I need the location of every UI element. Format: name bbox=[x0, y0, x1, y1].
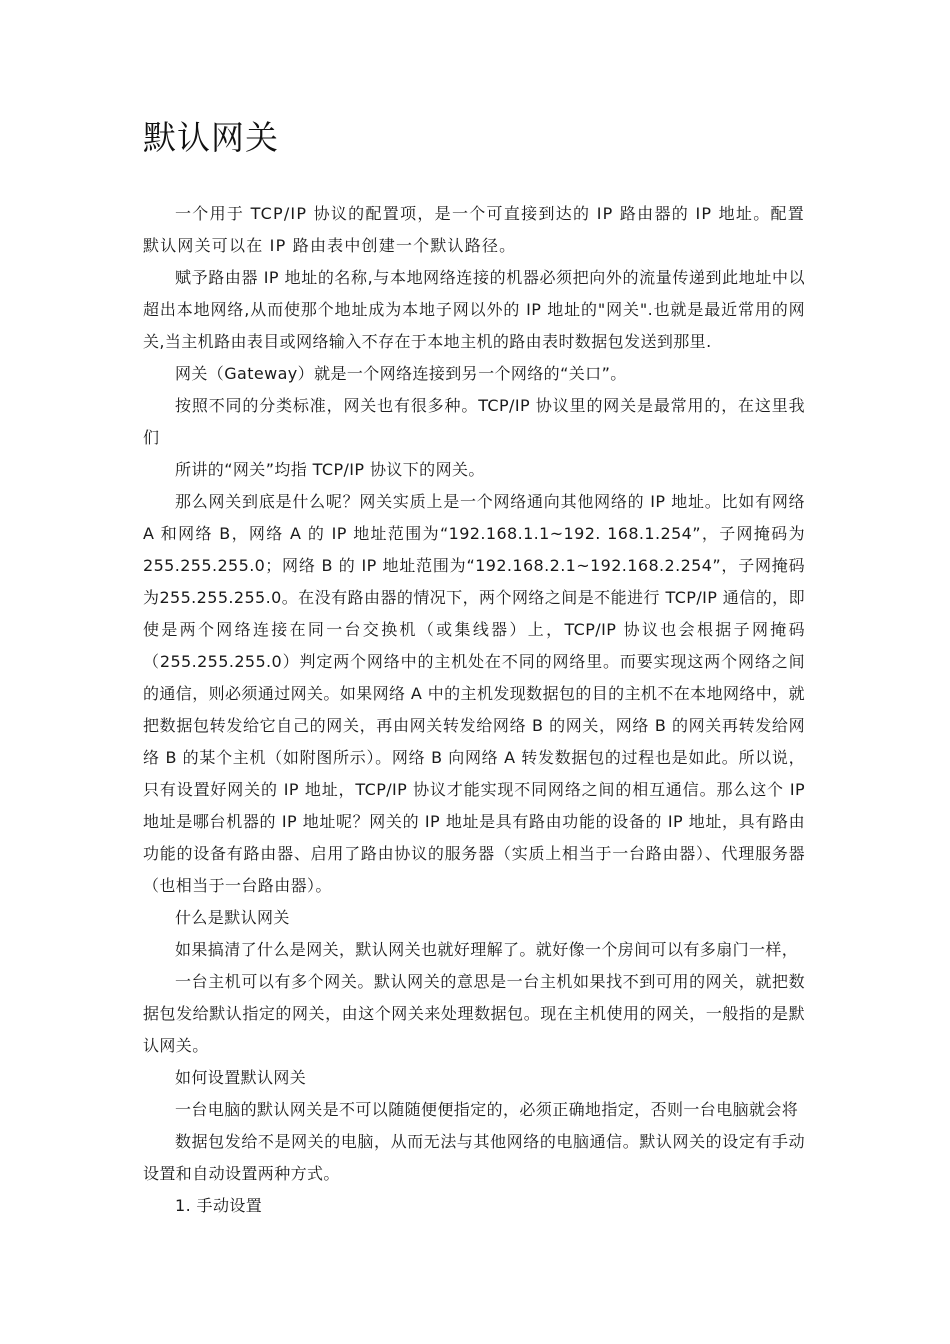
list-item-manual-setting: 1. 手动设置 bbox=[175, 1196, 263, 1215]
paragraph-setting-methods: 数据包发给不是网关的电脑，从而无法与其他网络的电脑通信。默认网关的设定有手动设置和自动设置两种方式。 bbox=[143, 1132, 805, 1183]
paragraph-gateway-explanation: 那么网关到底是什么呢？网关实质上是一个网络通向其他网络的 IP 地址。比如有网络 A 和网络 B，网络 A 的 IP 地址范围为“192.168.1.1~192. 168.1.254”，子网掩码为255.255.255.0；网络 B 的 IP 地址范围为“192.168.2.1~192.168.2.254”，子网掩码为255.255.255.0。在没有路由器的情况下，两个网络之间是不能进行 TCP/IP 通信的，即使是两个网络连接在同一台交换机（或集线器）上，TCP/IP 协议也会根据子网掩码（255.255.255.0）判定两个网络中的主机处在不同的网络里。而要实现这两个网络之间的通信，则必须通过网关。如果网络 A 中的主机发现数据包的目的主机不在本地网络中，就把数据包转发给它自己的网关，再由网关转发给网络 B 的网关，网络 B 的网关再转发给网络 B 的某个主机（如附图所示）。网络 B 向网络 A 转发数据包的过程也是如此。所以说，只有设置好网关的 IP 地址，TCP/IP 协议才能实现不同网络之间的相互通信。那么这个 IP 地址是哪台机器的 IP 地址呢？网关的 IP 地址是具有路由功能的设备的 IP 地址，具有路由功能的设备有路由器、启用了路由协议的服务器（实质上相当于一台路由器）、代理服务器（也相当于一台路由器）。 bbox=[143, 492, 805, 895]
paragraph-gateway-intro: 网关（Gateway）就是一个网络连接到另一个网络的“关口”。 bbox=[175, 364, 627, 383]
paragraph-router-address: 赋予路由器 IP 地址的名称,与本地网络连接的机器必须把向外的流量传递到此地址中以超出本地网络,从而使那个地址成为本地子网以外的 IP 地址的"网关".也就是最近常用的网关,当主机路由表目或网络输入不存在于本地主机的路由表时数据包发送到那里. bbox=[143, 268, 805, 351]
paragraph-gateway-types: 按照不同的分类标准，网关也有很多种。TCP/IP 协议里的网关是最常用的，在这里我们 bbox=[143, 396, 805, 447]
paragraph-default-gateway-meaning: 一台主机可以有多个网关。默认网关的意思是一台主机如果找不到可用的网关，就把数据包发给默认指定的网关，由这个网关来处理数据包。现在主机使用的网关，一般指的是默认网关。 bbox=[143, 972, 805, 1055]
document-body bbox=[143, 198, 805, 1222]
section-heading-what-is-default-gateway: 什么是默认网关 bbox=[175, 908, 290, 927]
paragraph-tcpip-gateway: 所讲的“网关”均指 TCP/IP 协议下的网关。 bbox=[175, 460, 485, 479]
paragraph-setting-warning: 一台电脑的默认网关是不可以随随便便指定的，必须正确地指定，否则一台电脑就会将 bbox=[175, 1100, 799, 1119]
page-title: 默认网关 bbox=[143, 118, 279, 157]
paragraph-definition: 一个用于 TCP/IP 协议的配置项，是一个可直接到达的 IP 路由器的 IP 地址。配置默认网关可以在 IP 路由表中创建一个默认路径。 bbox=[143, 204, 805, 255]
paragraph-default-gateway-analogy: 如果搞清了什么是网关，默认网关也就好理解了。就好像一个房间可以有多扇门一样， bbox=[175, 940, 799, 959]
section-heading-how-to-set: 如何设置默认网关 bbox=[175, 1068, 307, 1087]
